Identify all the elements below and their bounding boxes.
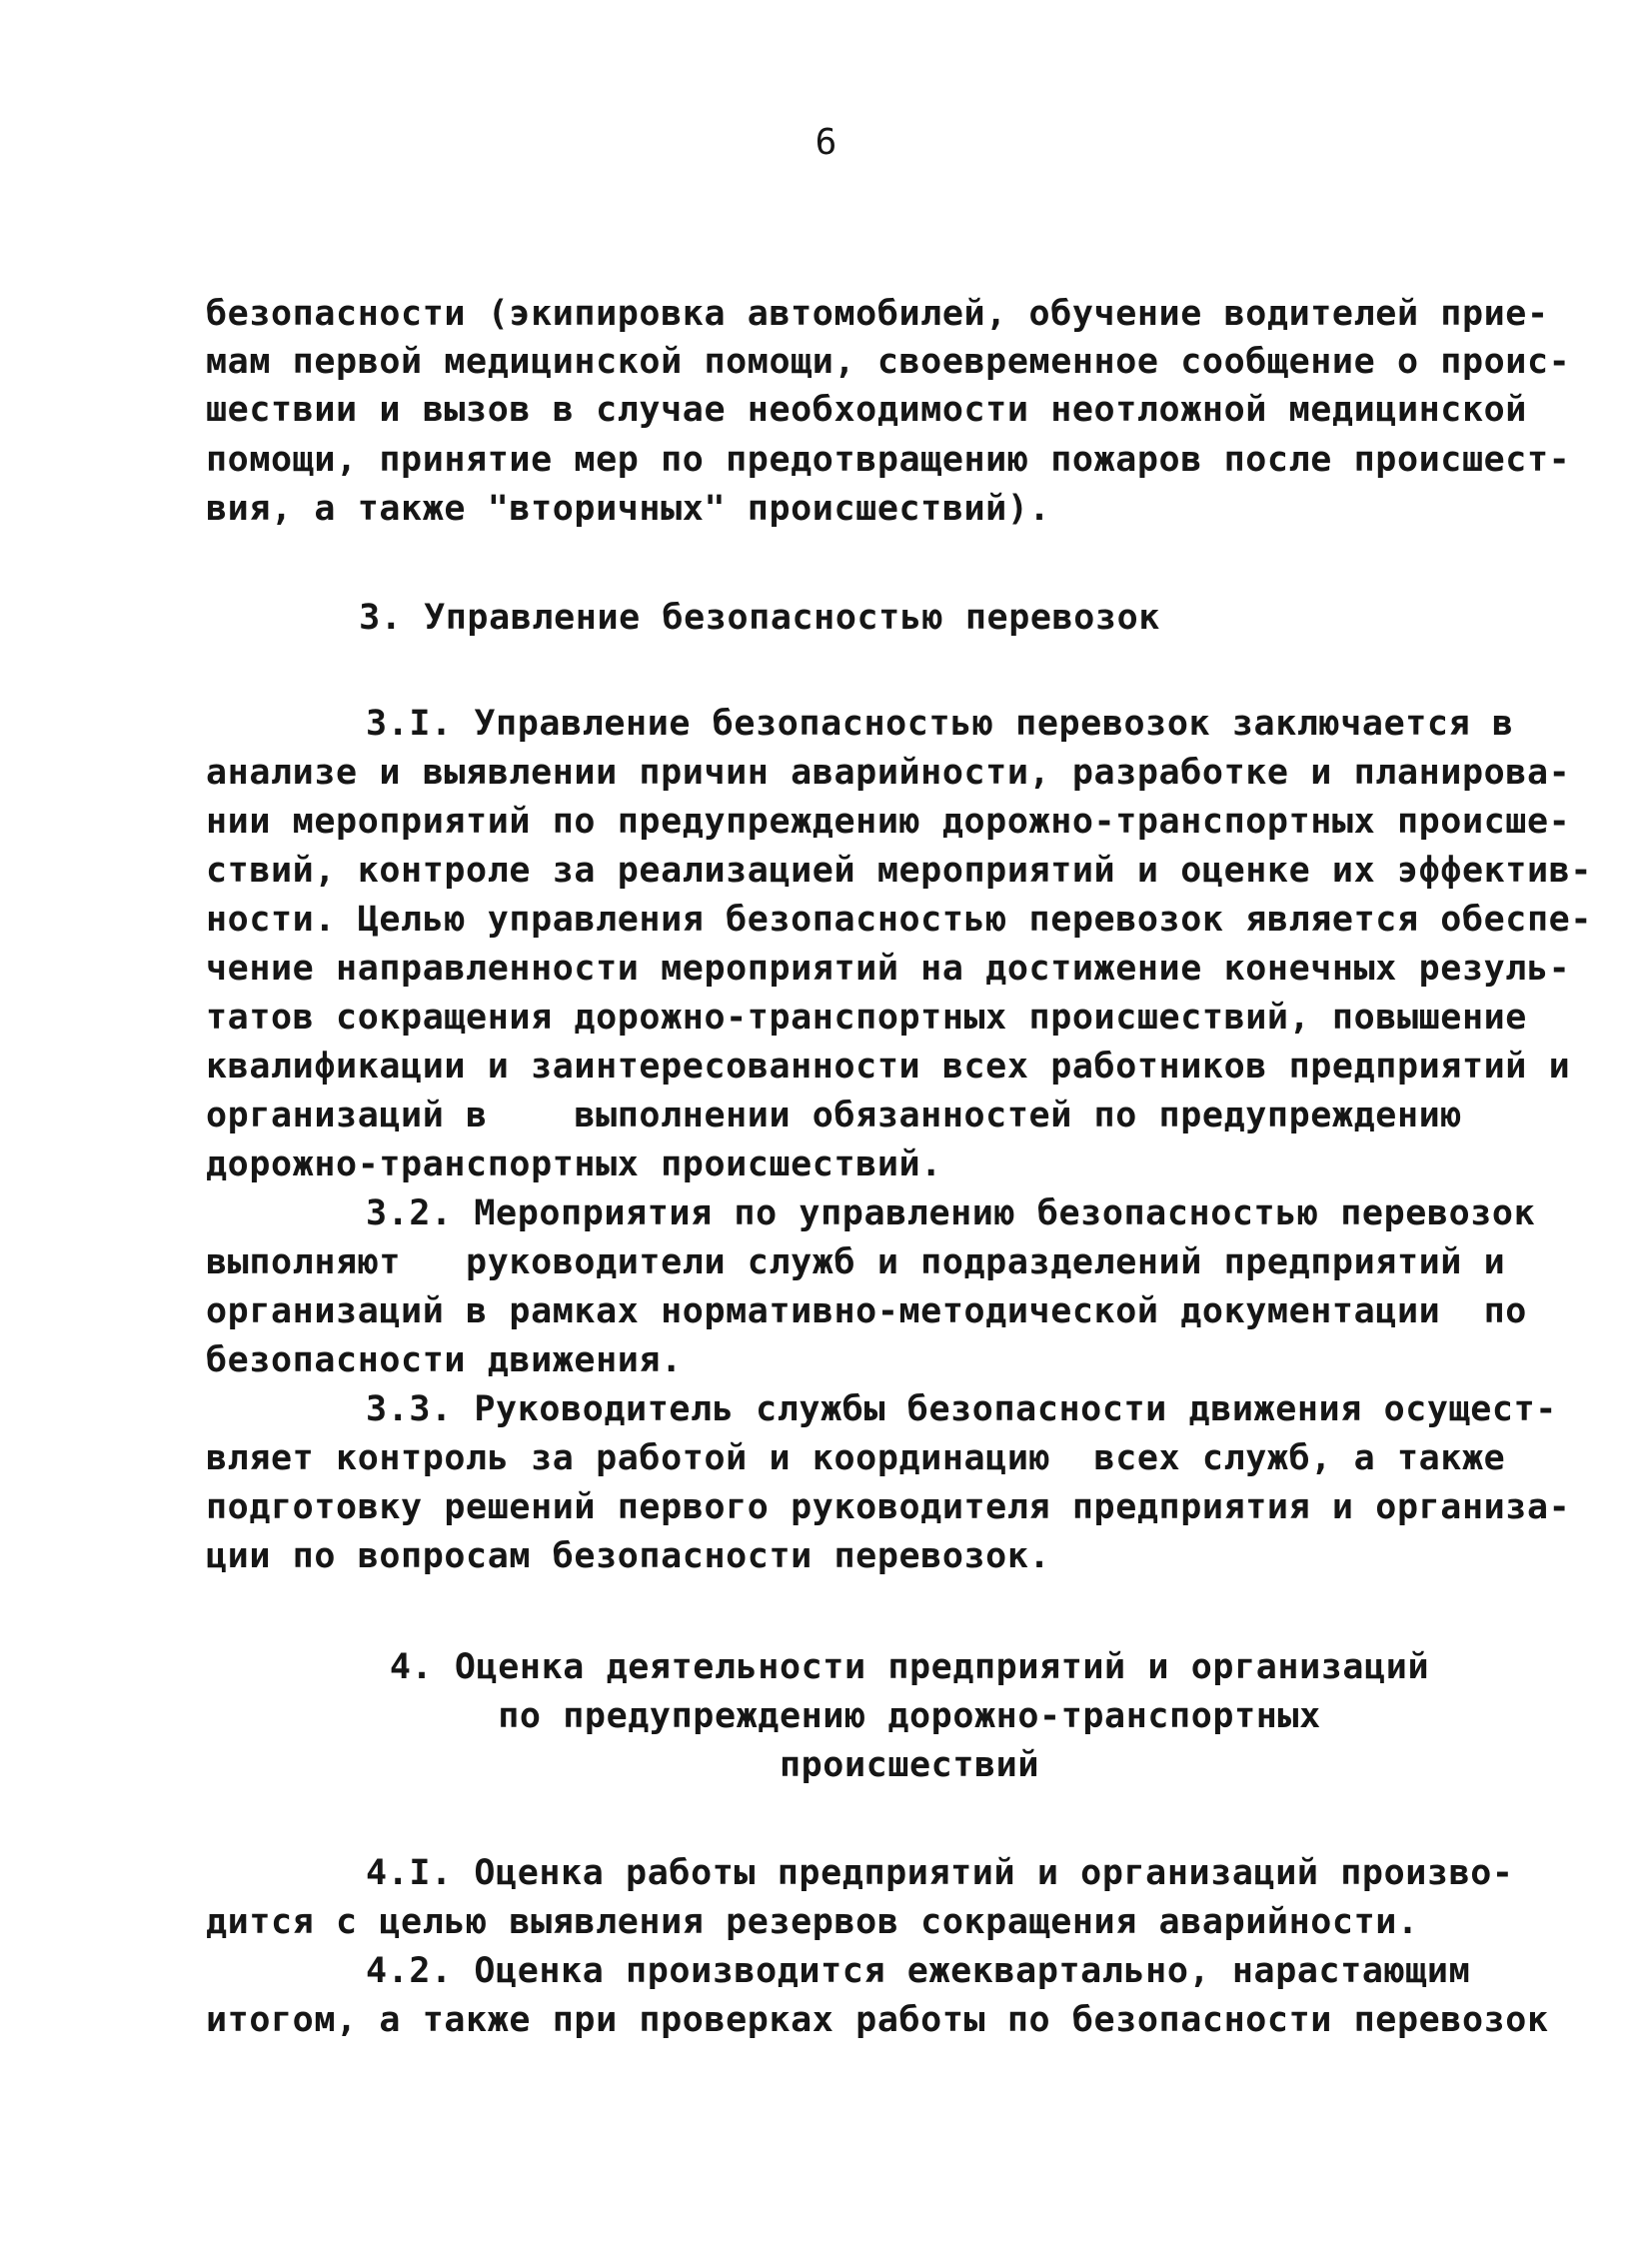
text-line: анализе и выявлении причин аварийности, разработке и планирова- — [206, 753, 1571, 793]
page-number: 6 — [815, 122, 837, 163]
text-line: 4.I. Оценка работы предприятий и организаций произво- — [366, 1853, 1514, 1893]
text-line: 3.2. Мероприятия по управлению безопасностью перевозок — [366, 1193, 1536, 1233]
text-line: вляет контроль за работой и координацию всех служб, а также — [206, 1438, 1506, 1478]
text-line: ствий, контроле за реализацией мероприятий и оценке их эффектив- — [206, 851, 1592, 891]
text-line: 3.3. Руководитель службы безопасности движения осущест- — [366, 1389, 1557, 1429]
text-line: татов сокращения дорожно-транспортных происшествий, повышение — [206, 998, 1527, 1038]
text-line: итогом, а также при проверках работы по безопасности перевозок — [206, 2000, 1549, 2040]
text-line: шествии и вызов в случае необходимости неотложной медицинской — [206, 390, 1527, 430]
text-line: помощи, принятие мер по предотвращению пожаров после происшест- — [206, 440, 1571, 480]
text-line: чение направленности мероприятий на достижение конечных резуль- — [206, 949, 1571, 989]
text-line: 3.I. Управление безопасностью перевозок заключается в — [366, 704, 1514, 744]
text-line: ции по вопросам безопасности перевозок. — [206, 1536, 1051, 1576]
heading-line: происшествий — [779, 1745, 1040, 1785]
text-line: организаций в рамках нормативно-методической документации по — [206, 1291, 1527, 1331]
text-line: безопасности движения. — [206, 1340, 683, 1380]
text-line: безопасности (экипировка автомобилей, обучение водителей прие- — [206, 294, 1549, 334]
text-line: мам первой медицинской помощи, своевременное сообщение о проис- — [206, 342, 1571, 382]
text-line: вия, а также "вторичных" происшествий). — [206, 489, 1051, 529]
text-line: подготовку решений первого руководителя предприятия и организа- — [206, 1487, 1571, 1527]
heading-line: по предупреждению дорожно-транспортных — [498, 1696, 1321, 1736]
text-line: ности. Целью управления безопасностью перевозок является обеспе- — [206, 900, 1592, 940]
text-line: организаций в выполнении обязанностей по предупреждению — [206, 1096, 1462, 1135]
section-3-heading: 3. Управление безопасностью перевозок — [359, 598, 1160, 638]
text-line: выполняют руководители служб и подразделений предприятий и — [206, 1242, 1506, 1282]
text-line: 4.2. Оценка производится ежеквартально, нарастающим — [366, 1951, 1471, 1991]
text-line: дится с целью выявления резервов сокращения аварийности. — [206, 1902, 1419, 1942]
text-line: нии мероприятий по предупреждению дорожно-транспортных происше- — [206, 802, 1571, 842]
text-line: квалификации и заинтересованности всех работников предприятий и — [206, 1047, 1571, 1087]
heading-line: 4. Оценка деятельности предприятий и организаций — [389, 1647, 1430, 1687]
text-line: дорожно-транспортных происшествий. — [206, 1144, 942, 1184]
